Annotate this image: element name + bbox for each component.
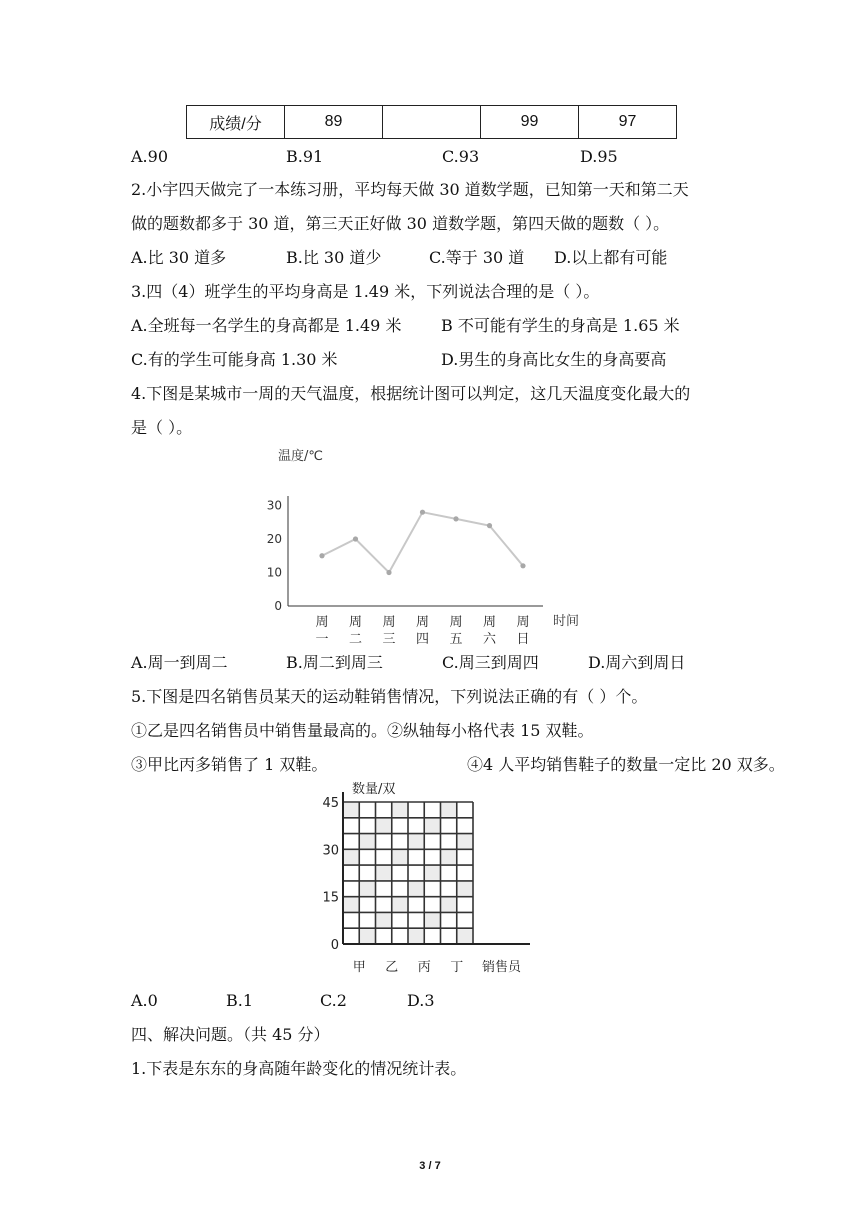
chart-x-tick-label: 甲 <box>352 960 366 975</box>
option-d: D.95 <box>580 147 618 166</box>
option-b: B.比 30 道少 <box>286 248 382 267</box>
q5-statements-3-4 <box>131 754 811 776</box>
chart-grid-shade <box>425 866 439 880</box>
table-cell: 89 <box>285 106 383 139</box>
option-c: C.2 <box>320 991 347 1010</box>
chart-y-tick-label: 30 <box>266 498 282 513</box>
q3-options-row2 <box>131 349 811 371</box>
chart-x-tick-label: 周 <box>482 615 497 630</box>
chart-grid-shade <box>458 835 472 849</box>
sales-grid-chart <box>310 776 540 986</box>
chart-x-tick-label: 丙 <box>417 960 431 975</box>
q4-options <box>131 652 811 674</box>
option-a: A.全班每一名学生的身高都是 1.49 米 <box>131 316 402 335</box>
chart-grid-shade <box>360 882 374 896</box>
chart-data-point <box>420 510 425 515</box>
q5-stem: 5.下图是四名销售员某天的运动鞋销售情况，下列说法正确的有（ ）个。 <box>131 687 648 706</box>
chart-data-point <box>487 523 492 528</box>
chart-x-tick-label: 一 <box>315 632 329 647</box>
option-b: B.91 <box>286 147 324 166</box>
q5-statement-3: ③甲比丙多销售了 1 双鞋。 <box>131 755 328 774</box>
option-a: A.90 <box>131 147 168 166</box>
chart-grid-shade <box>393 850 407 864</box>
option-d: D.男生的身高比女生的身高要高 <box>441 350 667 369</box>
chart-grid-shade <box>425 913 439 927</box>
chart-data-point <box>353 536 358 541</box>
option-a: A.比 30 道多 <box>131 248 227 267</box>
chart-grid-shade <box>425 819 439 833</box>
chart-x-tick-label: 周 <box>382 615 396 630</box>
chart-grid-shade <box>409 882 423 896</box>
q3-options-row1 <box>131 315 811 337</box>
chart-grid-shade <box>458 929 472 943</box>
chart-grid-shade <box>393 803 407 817</box>
q2-options <box>131 247 811 269</box>
chart-y-tick-label: 30 <box>322 843 339 859</box>
chart-grid-shade <box>344 803 358 817</box>
chart-x-tick-label: 周 <box>449 615 463 630</box>
chart-x-tick-label: 周 <box>348 615 363 630</box>
option-a: A.周一到周二 <box>131 653 228 672</box>
table-cell: 99 <box>481 106 579 139</box>
chart-y-tick-label: 0 <box>330 938 339 953</box>
table-header-cell: 成绩/分 <box>187 106 285 139</box>
q4-stem-line1: 4.下图是某城市一周的天气温度，根据统计图可以判定，这几天温度变化最大的 <box>131 384 691 403</box>
chart-x-tick-label: 五 <box>449 632 463 647</box>
chart-y-tick-label: 45 <box>322 796 339 811</box>
chart-grid-shade <box>458 882 472 896</box>
chart-x-axis-label: 时间 <box>553 614 580 629</box>
temperature-line-chart <box>258 438 598 648</box>
chart-x-tick-label: 二 <box>348 632 363 647</box>
option-c: C.有的学生可能身高 1.30 米 <box>131 350 338 369</box>
chart-y-tick-label: 15 <box>322 890 339 906</box>
option-c: C.周三到周四 <box>442 653 539 672</box>
q1-options <box>131 146 811 168</box>
option-c: C.93 <box>442 147 480 166</box>
q5-statement-4: ④4 人平均销售鞋子的数量一定比 20 双多。 <box>467 755 785 774</box>
q4-stem-line2: 是（ ）。 <box>131 418 193 437</box>
chart-x-tick-label: 日 <box>516 632 530 647</box>
option-a: A.0 <box>131 991 158 1010</box>
chart-grid-shade <box>393 898 407 912</box>
chart-x-tick-label: 六 <box>482 632 497 647</box>
q2-stem-line1: 2.小宇四天做完了一本练习册，平均每天做 30 道数学题，已知第一天和第二天 <box>131 180 689 199</box>
chart-grid-shade <box>442 803 456 817</box>
chart-x-tick-label: 周 <box>516 615 530 630</box>
option-b: B.1 <box>226 991 254 1010</box>
chart-grid-shade <box>344 898 358 912</box>
option-c: C.等于 30 道 <box>429 248 525 267</box>
chart-data-point <box>319 553 324 558</box>
chart-grid-shade <box>360 835 374 849</box>
score-table <box>186 105 677 139</box>
chart-grid-shade <box>377 819 391 833</box>
chart-grid-shade <box>360 929 374 943</box>
chart-grid-shade <box>344 850 358 864</box>
q5-statement-1-2: ①乙是四名销售员中销售量最高的。②纵轴每小格代表 15 双鞋。 <box>131 721 594 740</box>
chart-x-axis-label: 销售员 <box>482 960 522 975</box>
q5-options <box>131 990 811 1012</box>
chart-y-axis-label: 数量/双 <box>352 782 396 797</box>
option-b: B.周二到周三 <box>286 653 383 672</box>
chart-grid-shade <box>409 835 423 849</box>
chart-grid-shade <box>377 913 391 927</box>
chart-x-tick-label: 乙 <box>385 960 399 975</box>
table-cell <box>383 106 481 139</box>
chart-x-tick-label: 四 <box>415 632 430 647</box>
chart-data-point <box>386 570 391 575</box>
chart-y-tick-label: 20 <box>266 532 282 546</box>
section-heading: 四、解决问题。（共 45 分） <box>131 1025 330 1044</box>
chart-series-line <box>322 512 523 572</box>
chart-x-tick-label: 周 <box>415 615 430 630</box>
page-number: 3 / 7 <box>419 1160 441 1172</box>
chart-y-axis-label: 温度/℃ <box>278 449 323 464</box>
chart-y-tick-label: 0 <box>274 599 282 613</box>
table-row <box>187 106 677 139</box>
chart-grid-shade <box>442 898 456 912</box>
chart-data-point <box>520 563 525 568</box>
q3-stem: 3.四（4）班学生的平均身高是 1.49 米，下列说法合理的是（ ）。 <box>131 282 600 301</box>
chart-x-tick-label: 周 <box>315 615 329 630</box>
option-d: D.3 <box>407 991 435 1010</box>
chart-grid-shade <box>442 850 456 864</box>
chart-y-tick-label: 10 <box>266 565 282 580</box>
chart-x-tick-label: 丁 <box>450 960 464 975</box>
q2-stem-line2: 做的题数都多于 30 道，第三天正好做 30 道数学题，第四天做的题数（ ）。 <box>131 214 670 233</box>
chart-grid-shade <box>377 866 391 880</box>
table-cell: 97 <box>579 106 677 139</box>
chart-data-point <box>453 516 458 521</box>
chart-grid-shade <box>409 929 423 943</box>
option-d: D.以上都有可能 <box>554 248 668 267</box>
option-b: B 不可能有学生的身高是 1.65 米 <box>441 316 680 335</box>
problem-1-stem: 1.下表是东东的身高随年龄变化的情况统计表。 <box>131 1059 467 1078</box>
option-d: D.周六到周日 <box>588 653 686 672</box>
chart-x-tick-label: 三 <box>382 632 396 647</box>
